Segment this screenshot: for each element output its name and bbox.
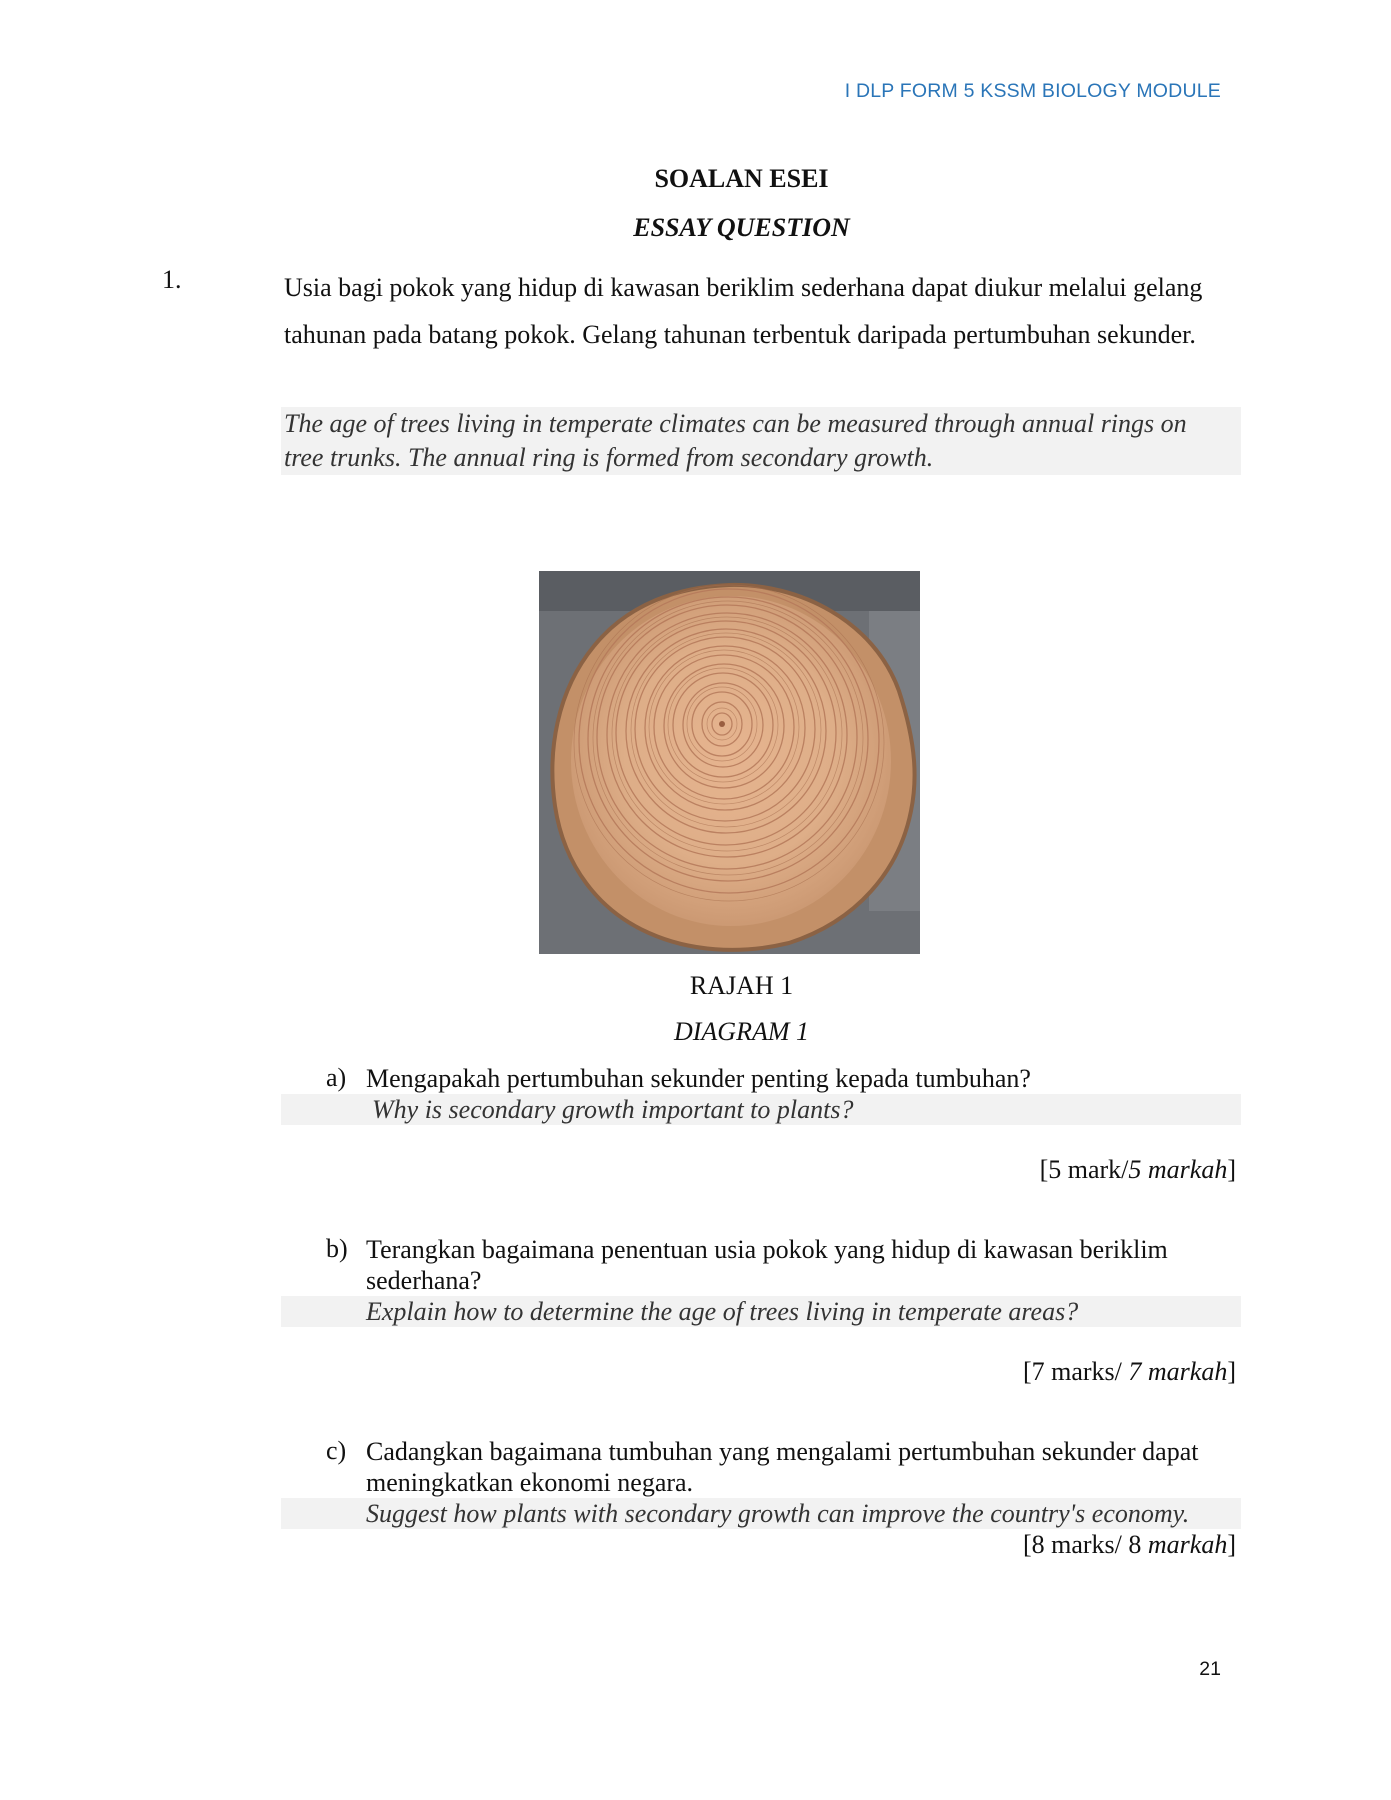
part-c-letter: c) [326, 1436, 347, 1465]
part-b-english-block [281, 1296, 1241, 1327]
question-intro-malay: Usia bagi pokok yang hidup di kawasan beriklim sederhana dapat diukur melalui gelang tahunan pada batang pokok. Gelang tahunan terbentuk daripada pertumbuhan sekunder. [284, 273, 1203, 349]
part-a-marks-italic: 5 markah [1128, 1155, 1228, 1184]
part-a-letter: a) [326, 1063, 347, 1092]
part-a-marks-prefix: [5 mark/ [1039, 1155, 1129, 1184]
part-a-marks-suffix: ] [1227, 1155, 1236, 1184]
part-c-marks-italic: markah [1147, 1530, 1228, 1559]
part-c-question-english: Suggest how plants with secondary growth can improve the country's economy. [366, 1499, 1190, 1528]
figure-label-english: DIAGRAM 1 [673, 1017, 809, 1046]
question-number: 1. [162, 265, 182, 294]
part-a-question-malay: Mengapakah pertumbuhan sekunder penting kepada tumbuhan? [366, 1064, 1031, 1093]
part-b-question-english: Explain how to determine the age of trees living in temperate areas? [366, 1297, 1079, 1326]
part-a-marks [1040, 1155, 1236, 1185]
running-header: I DLP FORM 5 KSSM BIOLOGY MODULE [844, 80, 1221, 102]
part-b-marks-italic: 7 markah [1128, 1357, 1228, 1386]
part-c-marks [1023, 1530, 1236, 1560]
page-number: 21 [1199, 1658, 1221, 1680]
figure-label-malay: RAJAH 1 [689, 971, 794, 1000]
question-intro-english-block [281, 407, 1241, 475]
part-b-marks-suffix: ] [1227, 1357, 1236, 1386]
part-b-marks-prefix: [7 marks/ [1022, 1357, 1129, 1386]
part-a-english-block [281, 1094, 1241, 1125]
part-b-question-malay-line1: Terangkan bagaimana penentuan usia pokok yang hidup di kawasan beriklim [366, 1235, 1168, 1264]
part-b-question-malay-line2: sederhana? [366, 1266, 482, 1295]
question-intro-english-line2: tree trunks. The annual ring is formed from secondary growth. [284, 443, 934, 472]
part-c-question-malay-line1: Cadangkan bagaimana tumbuhan yang mengalami pertumbuhan sekunder dapat [366, 1437, 1199, 1466]
essay-title-english: ESSAY QUESTION [633, 213, 850, 242]
part-b-marks [1023, 1357, 1236, 1387]
question-intro-english-line1: The age of trees living in temperate climates can be measured through annual rings on [284, 409, 1187, 438]
tree-ring-illustration [539, 571, 920, 954]
part-c-question-malay-line2: meningkatkan ekonomi negara. [366, 1468, 694, 1497]
part-b-letter: b) [326, 1234, 348, 1263]
part-c-english-block [281, 1498, 1241, 1529]
part-c-marks-suffix: ] [1227, 1530, 1236, 1559]
essay-title-malay: SOALAN ESEI [654, 164, 829, 193]
tree-ring-photo [539, 571, 920, 954]
part-c-marks-prefix: [8 marks/ 8 [1022, 1530, 1148, 1559]
part-a-question-english: Why is secondary growth important to plants? [372, 1095, 854, 1124]
